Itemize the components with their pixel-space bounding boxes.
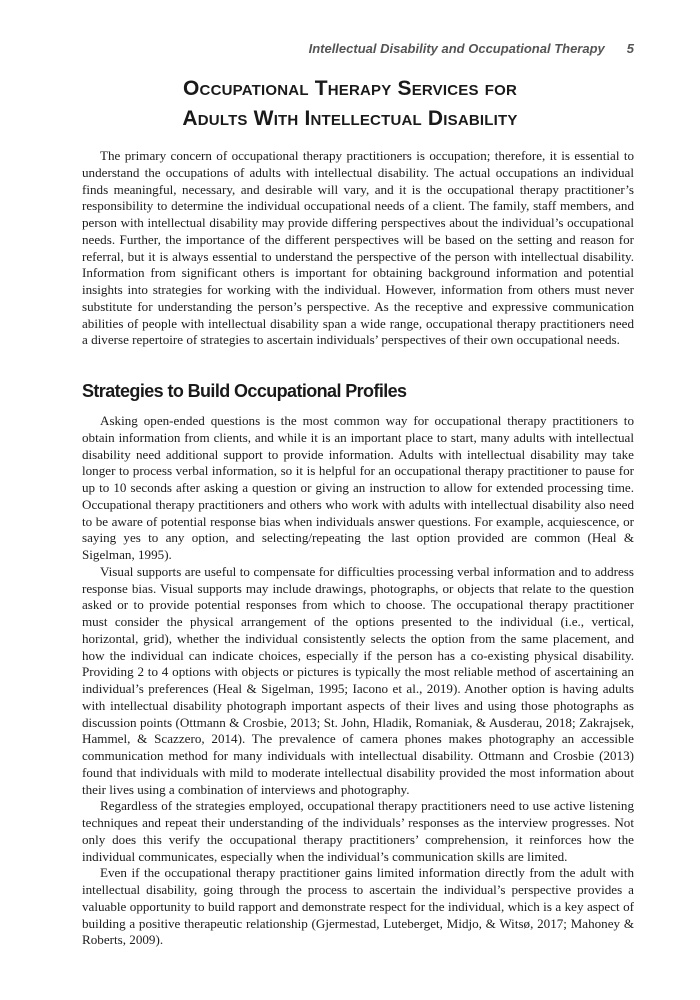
intro-paragraph: The primary concern of occupational therapy practitioners is occupation; therefore, it is essential to understand the occupations of adults with intellectual disability. The actual occupations an individual finds meaningful, necessary, and desirable will vary, and it is the occupational therapy practitioner’s responsibility to determine the individual occupational needs of a client. The family, staff members, and person with intellectual disability may provide differing perspectives about the individual’s occupational needs. Further, the importance of the different perspectives will be based on the setting and reason for referral, but it is always essential to understand the perspective of the person with intellectual disability. Information from significant others is important for obtaining background information and potential insights into strategies for working with the individual. However, information from others must never substitute for understanding the person’s perspective. As the receptive and expressive communication abilities of people with intellectual disability span a wide range, occupational therapy practitioners need a diverse repertoire of strategies to ascertain individuals’ perspectives of their own occupational needs.: [82, 148, 634, 348]
intro-section: [82, 148, 634, 349]
body-paragraph-2: Visual supports are useful to compensate for difficulties processing verbal information and to address response bias. Visual supports may include drawings, photographs, or objects that relate to the question asked or to provide potential responses from which to choose. The occupational therapy practitioner must consider the physical arrangement of the options presented to the individual (i.e., vertical, horizontal, grid), whether the individual consistently selects the option from the same placement, and how the individual can indicate choices, especially if the person has a co-existing physical disability. Providing 2 to 4 options with objects or pictures is typically the most reliable method of ascertaining an individual’s preferences (Heal & Sigelman, 1995; Iacono et al., 2019). Another option is having adults with intellectual disability photograph important aspects of their lives and using those photographs as discussion points (Ottmann & Crosbie, 2013; St. John, Hladik, Romaniak, & Ausderau, 2018; Zakrajsek, Hammel, & Scazzero, 2014). The prevalence of camera phones makes photography an accessible communication method for many individuals with intellectual disability. Ottmann and Crosbie (2013) found that individuals with mild to moderate intellectual disability provided the most information about their lives using a combination of interviews and photography.: [82, 563, 634, 797]
body-paragraph-3: Regardless of the strategies employed, occupational therapy practitioners need to use active listening techniques and repeat their understanding of the individuals’ responses as the interview progresses. Not only does this verify the occupational therapy practitioners’ comprehension, it reinforces how the individual communicates, especially when the individual’s communication skills are limited.: [82, 798, 634, 864]
body-paragraph-1: Asking open-ended questions is the most common way for occupational therapy practitioners to obtain information from clients, and while it is an important place to start, many adults with intellectual disability need additional support to provide information. Adults with intellectual disability may take longer to process verbal information, so it is helpful for an occupational therapy practitioner to pause for up to 10 seconds after asking a question or giving an instruction to allow for extended processing time. Occupational therapy practitioners and others who work with adults with intellectual disability also need to be aware of potential response bias when individuals answer questions. For example, acquiescence, or saying yes to any option, and selecting/repeating the last option provided are common (Heal & Sigelman, 1995).: [82, 413, 634, 562]
running-header: [309, 41, 634, 56]
body-paragraph-4: Even if the occupational therapy practitioner gains limited information directly from the adult with intellectual disability, going through the process to ascertain the individual’s perspective provides a valuable opportunity to build rapport and demonstrate respect for the individual, which is a key aspect of building a positive therapeutic relationship (Gjermestad, Luteberget, Midjo, & Witsø, 2017; Mahoney & Roberts, 2009).: [82, 865, 634, 948]
chapter-title-line-2: Adults With Intellectual Disability: [182, 107, 518, 130]
running-title: Intellectual Disability and Occupational Therapy: [308, 41, 605, 56]
section-heading: Strategies to Build Occupational Profiles: [82, 381, 407, 401]
chapter-title-line-1: Occupational Therapy Services for: [183, 77, 517, 100]
chapter-title: [60, 74, 640, 134]
section-body: [82, 413, 634, 949]
page-number: 5: [626, 41, 634, 56]
